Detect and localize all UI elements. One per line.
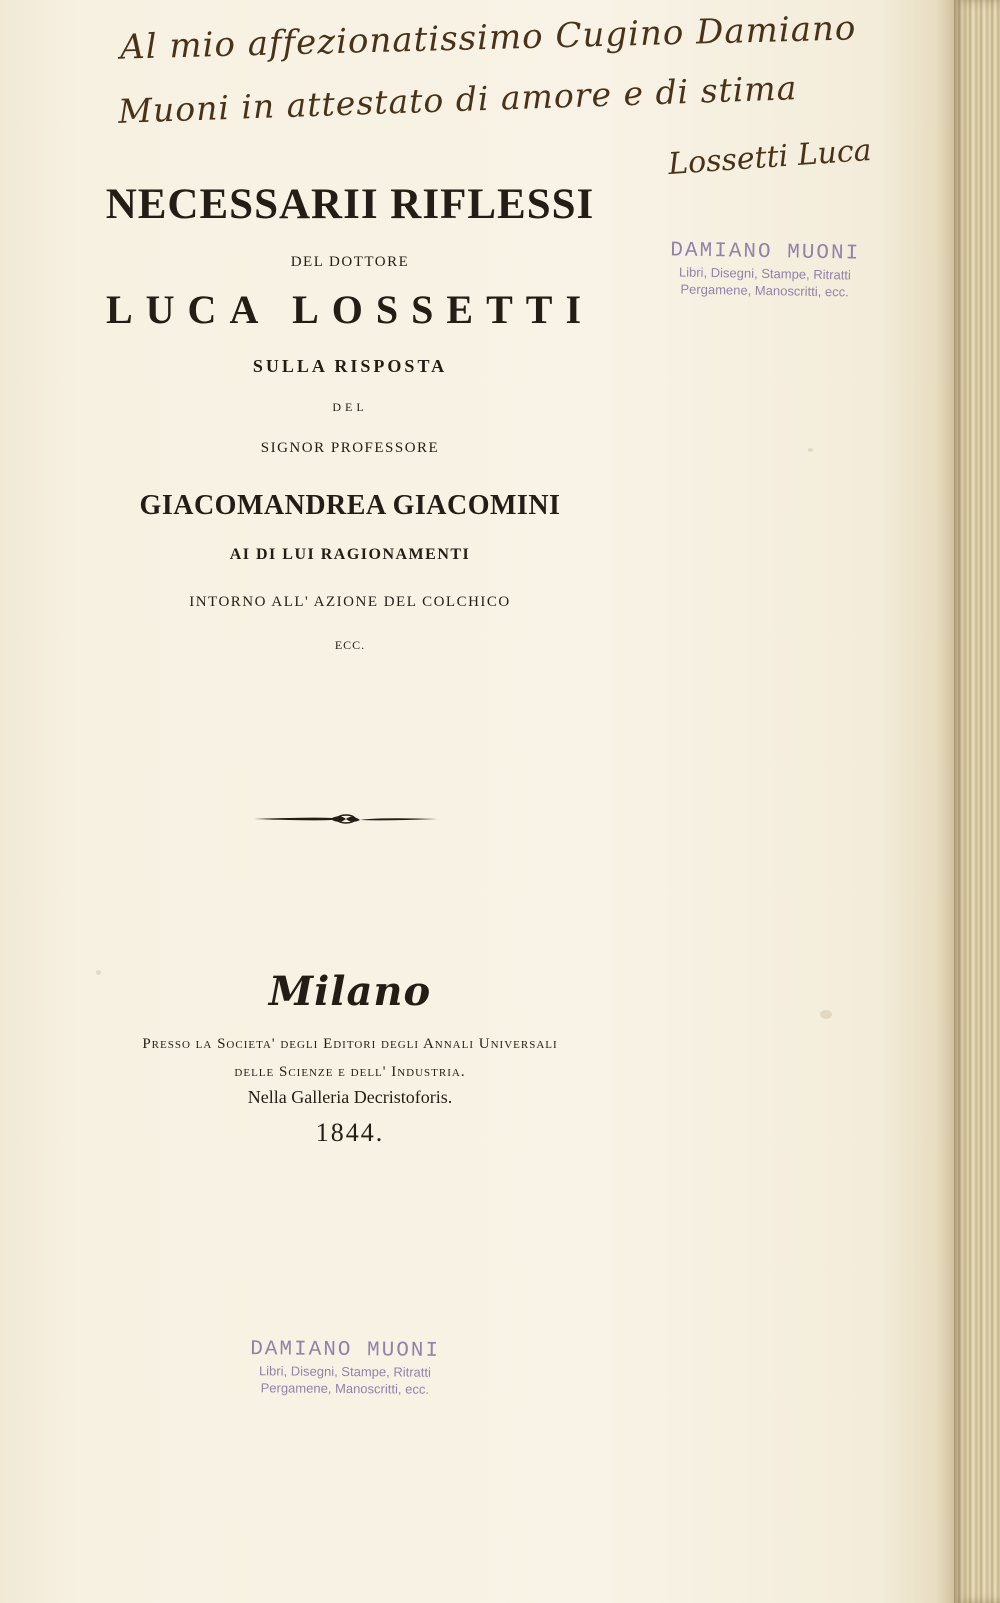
stamp-name: DAMIANO MUONI	[250, 1338, 441, 1363]
author-name: LUCA LOSSETTI	[105, 287, 595, 332]
subtitle-line-4: AI DI LUI RAGIONAMENTI	[229, 546, 471, 563]
handwritten-inscription-line-1: Al mio affezionatissimo Cugino Damiano	[119, 8, 857, 68]
stamp-line-1: Libri, Disegni, Stampe, Ritratti	[678, 264, 852, 283]
subtitle-line-1: SULLA RISPOSTA	[252, 356, 448, 376]
subtitle-line-5: INTORNO ALL' AZIONE DEL COLCHICO	[189, 594, 511, 610]
subtitle-line-6: ECC.	[334, 638, 366, 652]
foxing-spot	[808, 448, 813, 452]
handwritten-inscription-line-2: Muoni in attestato di amore e di stima	[117, 68, 798, 131]
publisher-line-1: Presso la Societa' degli Editori degli Annali Universali	[142, 1036, 558, 1052]
imprint-city: Milano	[268, 968, 432, 1015]
stamp-line-2: Pergamene, Manoscritti, ecc.	[680, 281, 849, 299]
stamp-line-2: Pergamene, Manoscritti, ecc.	[260, 1379, 430, 1397]
publisher-line-2: delle Scienze e dell' Industria.	[234, 1064, 466, 1080]
subtitle-line-2: DEL	[332, 400, 368, 414]
addressee-name: GIACOMANDREA GIACOMINI	[139, 490, 561, 521]
owner-stamp-bottom	[220, 1337, 471, 1398]
owner-stamp-top	[640, 238, 891, 301]
publication-year: 1844.	[315, 1118, 385, 1147]
book-title: NECESSARII RIFLESSI	[105, 181, 595, 228]
stamp-name: DAMIANO MUONI	[670, 239, 861, 266]
publisher-address: Nella Galleria Decristoforis.	[247, 1087, 453, 1107]
subtitle-line-3: SIGNOR PROFESSORE	[260, 440, 440, 456]
book-binding-edge	[954, 0, 1000, 1603]
handwritten-signature: Lossetti Luca	[667, 132, 873, 183]
foxing-spot	[820, 1010, 832, 1019]
byline-prefix: DEL DOTTORE	[290, 254, 410, 270]
ornamental-rule	[252, 812, 440, 826]
stamp-line-1: Libri, Disegni, Stampe, Ritratti	[258, 1363, 431, 1380]
page-edge-shadow	[936, 0, 954, 1603]
